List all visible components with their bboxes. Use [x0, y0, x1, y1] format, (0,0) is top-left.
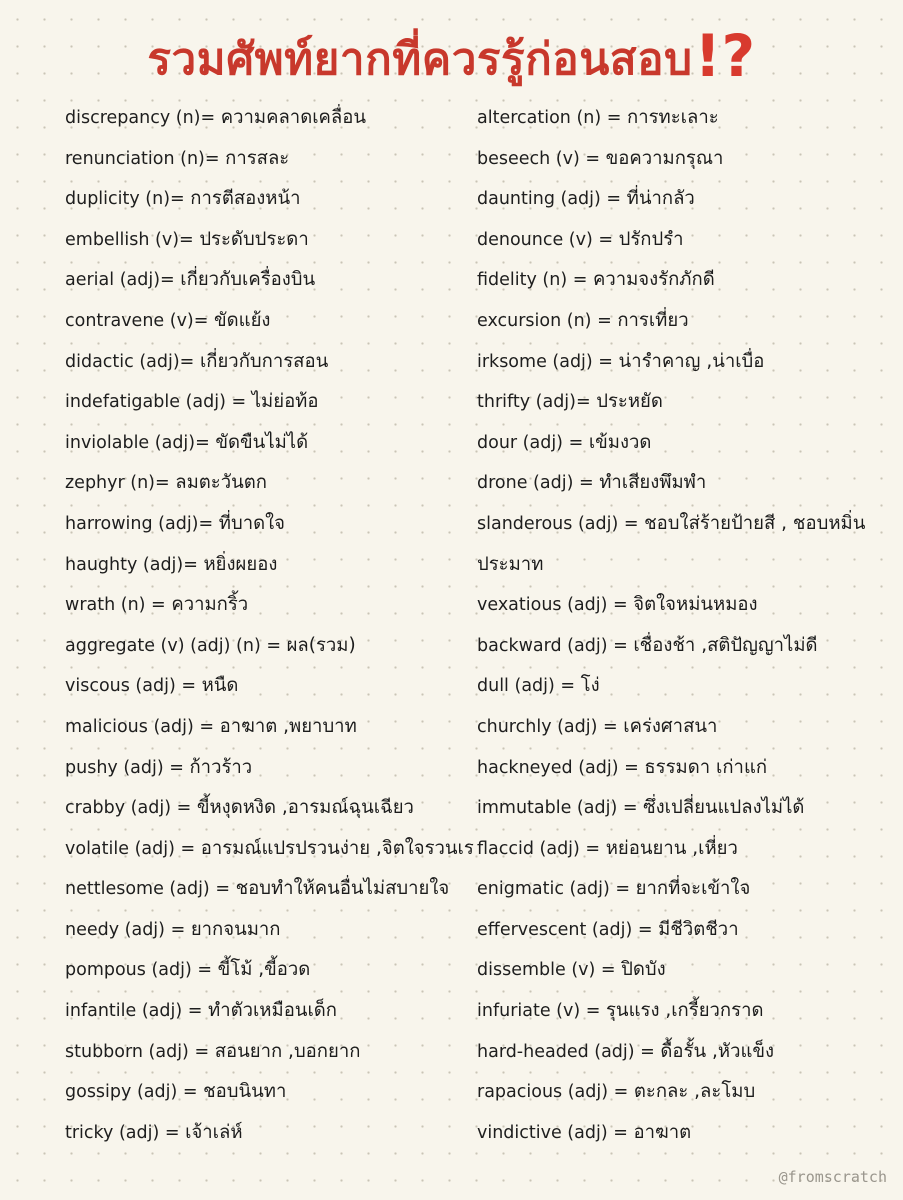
vocab-definition: หย่อนยาน ,เหี่ยว [605, 837, 738, 859]
vocab-definition: เกี่ยวกับเครื่องบิน [180, 269, 316, 291]
vocab-word: backward (adj) = [477, 635, 628, 656]
vocab-definition: ทำเสียงพึมพำ [599, 472, 707, 494]
vocab-definition: โง่ [580, 675, 600, 697]
vocab-word: tricky (adj) = [65, 1122, 180, 1143]
title-text: รวมศัพท์ยากที่ควรรู้ก่อนสอบ [147, 34, 693, 85]
vocab-entry [477, 179, 897, 220]
vocab-definition: การสละ [225, 147, 290, 169]
vocab-entry [65, 301, 475, 342]
vocab-word: dull (adj) = [477, 676, 576, 697]
vocab-entry [477, 829, 897, 870]
vocab-definition: ชอบนินทา [203, 1081, 287, 1103]
vocab-definition: ประดับประดา [199, 228, 309, 250]
vocab-entry [477, 382, 897, 423]
vocab-word: infantile (adj) = [65, 1001, 203, 1022]
vocab-definition: มีชีวิตชีวา [658, 918, 739, 940]
vocab-word: immutable (adj) = [477, 798, 638, 819]
vocab-entry [477, 788, 897, 829]
vocab-definition: อารมณ์แปรปรวนง่าย ,จิตใจรวนเร [200, 837, 474, 859]
vocab-definition: เชื่องช้า ,สติปัญญาไม่ดี [633, 634, 818, 656]
vocab-word: renunciation (n)= [65, 148, 220, 169]
vocab-word: slanderous (adj) = [477, 513, 639, 534]
vocab-entry [477, 1072, 897, 1113]
vocab-entry [477, 260, 897, 301]
vocab-word: rapacious (adj) = [477, 1082, 629, 1103]
vocab-entry [477, 910, 897, 951]
vocab-entry [65, 1072, 475, 1113]
vocab-word: crabby (adj) = [65, 798, 192, 819]
vocab-definition: ขอความกรุณา [605, 147, 724, 169]
vocab-entry [65, 139, 475, 180]
vocab-entry [65, 788, 475, 829]
vocab-definition: เกี่ยวกับการสอน [199, 350, 329, 372]
vocab-entry [477, 545, 897, 586]
vocab-word: flaccid (adj) = [477, 838, 601, 859]
vocab-entry [477, 1113, 897, 1154]
vocab-entry [477, 707, 897, 748]
vocab-definition: รุนแรง ,เกรี้ยวกราด [606, 1000, 764, 1022]
vocab-word: volatile (adj) = [65, 838, 196, 859]
vocab-entry [65, 463, 475, 504]
vocab-entry [65, 666, 475, 707]
vocab-definition: ขัดขืนไม่ได้ [215, 431, 309, 453]
vocab-word: hard-headed (adj) = [477, 1041, 655, 1062]
vocab-entry [65, 1032, 475, 1073]
vocab-definition: ชอบใส่ร้ายป้ายสี , ชอบหมิ่น [644, 512, 866, 534]
vocab-definition: อาฆาต [633, 1121, 692, 1143]
page-title [0, 22, 903, 94]
vocab-word: beseech (v) = [477, 148, 601, 169]
vocab-entry [65, 991, 475, 1032]
vocab-entry [477, 626, 897, 667]
vocab-entry [65, 382, 475, 423]
vocab-entry [65, 829, 475, 870]
vocab-definition: การตีสองหน้า [190, 188, 301, 210]
vocab-definition: การทะเลาะ [627, 107, 719, 128]
vocab-entry [477, 98, 897, 139]
vocab-word: dissemble (v) = [477, 960, 616, 981]
vocab-word: altercation (n) = [477, 108, 622, 128]
vocab-word: pushy (adj) = [65, 757, 184, 778]
vocab-word: aggregate (v) (adj) (n) = [65, 635, 281, 656]
vocab-definition: ปรักปรำ [618, 228, 684, 250]
vocab-definition: สอนยาก ,บอกยาก [214, 1040, 361, 1062]
vocab-word: harrowing (adj)= [65, 513, 214, 534]
vocab-definition: ประมาท [477, 553, 544, 575]
vocab-word: enigmatic (adj) = [477, 879, 631, 900]
vocab-word: infuriate (v) = [477, 1001, 601, 1022]
vocab-word: aerial (adj)= [65, 270, 175, 291]
vocab-definition: เคร่งศาสนา [623, 715, 718, 737]
vocab-word: discrepancy (n)= [65, 108, 216, 128]
vocab-entry [65, 1113, 475, 1154]
vocab-entry [65, 504, 475, 545]
vocab-definition: ความจงรักภักดี [592, 269, 715, 291]
vocab-definition: ดื้อรั้น ,หัวแข็ง [660, 1040, 775, 1062]
vocab-word: drone (adj) = [477, 473, 594, 494]
vocab-definition: ปิดบัง [621, 959, 666, 981]
vocab-definition: ความกริ้ว [171, 594, 249, 616]
vocab-definition: ยากที่จะเข้าใจ [635, 878, 751, 900]
vocab-entry [477, 342, 897, 383]
vocab-entry [477, 423, 897, 464]
vocab-word: gossipy (adj) = [65, 1082, 198, 1103]
vocab-entry [477, 748, 897, 789]
vocab-word: zephyr (n)= [65, 473, 170, 494]
vocab-word: pompous (adj) = [65, 960, 213, 981]
title-mark: !? [694, 22, 756, 90]
vocab-word: needy (adj) = [65, 919, 186, 940]
vocab-word: nettlesome (adj) = [65, 879, 230, 900]
vocab-word: didactic (adj)= [65, 351, 195, 372]
vocab-entry [65, 869, 475, 910]
vocab-definition: เข้มงวด [588, 431, 652, 453]
vocab-entry [65, 179, 475, 220]
vocab-entry [477, 991, 897, 1032]
vocab-definition: ชอบทำให้คนอื่นไม่สบายใจ [235, 878, 450, 900]
vocab-entry [65, 950, 475, 991]
vocab-entry [477, 463, 897, 504]
vocab-word: duplicity (n)= [65, 189, 185, 210]
vocab-entry [477, 504, 897, 545]
vocab-entry [477, 666, 897, 707]
vocab-word: effervescent (adj) = [477, 919, 653, 940]
vocab-entry [477, 139, 897, 180]
vocab-definition: หยิ่งผยอง [203, 553, 278, 575]
vocab-word: vindictive (adj) = [477, 1122, 628, 1143]
vocab-word: hackneyed (adj) = [477, 757, 639, 778]
vocab-entry [65, 748, 475, 789]
vocab-word: fidelity (n) = [477, 270, 588, 291]
vocab-word: haughty (adj)= [65, 554, 198, 575]
vocab-definition: ตะกละ ,ละโมบ [633, 1081, 756, 1103]
vocab-entry [477, 220, 897, 261]
vocab-entry [477, 1032, 897, 1073]
vocab-word: excursion (n) = [477, 310, 612, 331]
vocab-entry [477, 301, 897, 342]
vocab-word: indefatigable (adj) = [65, 392, 247, 413]
vocab-definition: ธรรมดา เก่าแก่ [644, 756, 768, 778]
vocab-definition: ความคลาดเคลื่อน [220, 107, 367, 128]
vocab-entry [65, 423, 475, 464]
vocab-definition: น่ารำคาญ ,น่าเบื่อ [618, 350, 765, 372]
vocab-definition: ประหยัด [596, 391, 663, 413]
vocab-word: denounce (v) = [477, 229, 614, 250]
vocab-entry [65, 585, 475, 626]
vocab-entry [477, 585, 897, 626]
vocab-entry [65, 220, 475, 261]
vocab-word: vexatious (adj) = [477, 595, 628, 616]
vocab-word: churchly (adj) = [477, 716, 618, 737]
vocab-entry [65, 342, 475, 383]
vocab-entry [477, 869, 897, 910]
vocab-definition: ก้าวร้าว [189, 756, 253, 778]
vocab-definition: อาฆาต ,พยาบาท [219, 715, 357, 737]
vocab-definition: หนืด [201, 675, 239, 697]
vocab-definition: ที่น่ากลัว [626, 188, 695, 210]
vocab-definition: การเที่ยว [617, 309, 689, 331]
vocab-definition: เจ้าเล่ห์ [185, 1121, 243, 1143]
vocab-word: contravene (v)= [65, 310, 209, 331]
vocab-word: thrifty (adj)= [477, 392, 591, 413]
vocab-definition: ผล(รวม) [286, 634, 356, 656]
vocab-word: daunting (adj) = [477, 189, 622, 210]
author-handle: @fromscratch [778, 1168, 887, 1186]
vocab-word: embellish (v)= [65, 229, 194, 250]
vocab-definition: ขัดแย้ง [214, 309, 271, 331]
vocab-definition: ลมตะวันตก [175, 472, 267, 494]
vocab-word: irksome (adj) = [477, 351, 613, 372]
vocab-definition: ขี้โม้ ,ขี้อวด [217, 959, 311, 981]
vocab-word: dour (adj) = [477, 432, 584, 453]
vocab-definition: จิตใจหม่นหมอง [633, 594, 758, 616]
vocab-column-left [65, 98, 475, 1153]
vocab-word: malicious (adj) = [65, 716, 215, 737]
vocab-entry [65, 626, 475, 667]
vocab-definition: ไม่ย่อท้อ [251, 391, 319, 413]
vocab-entry [65, 707, 475, 748]
vocab-definition: ขี้หงุดหงิด ,อารมณ์ฉุนเฉียว [196, 797, 414, 819]
vocab-entry [65, 545, 475, 586]
vocab-entry [65, 260, 475, 301]
vocab-definition: ทำตัวเหมือนเด็ก [208, 1000, 337, 1022]
vocab-entry [65, 910, 475, 951]
vocab-word: wrath (n) = [65, 595, 166, 616]
vocab-word: stubborn (adj) = [65, 1041, 210, 1062]
vocab-entry [65, 98, 475, 139]
vocab-word: inviolable (adj)= [65, 432, 210, 453]
vocab-definition: ซึ่งเปลี่ยนแปลงไม่ได้ [643, 797, 805, 819]
vocab-definition: ยากจนมาก [190, 918, 281, 940]
vocab-column-right [477, 98, 897, 1153]
vocab-word: viscous (adj) = [65, 676, 197, 697]
vocab-definition: ที่บาดใจ [218, 512, 285, 534]
vocab-entry [477, 950, 897, 991]
